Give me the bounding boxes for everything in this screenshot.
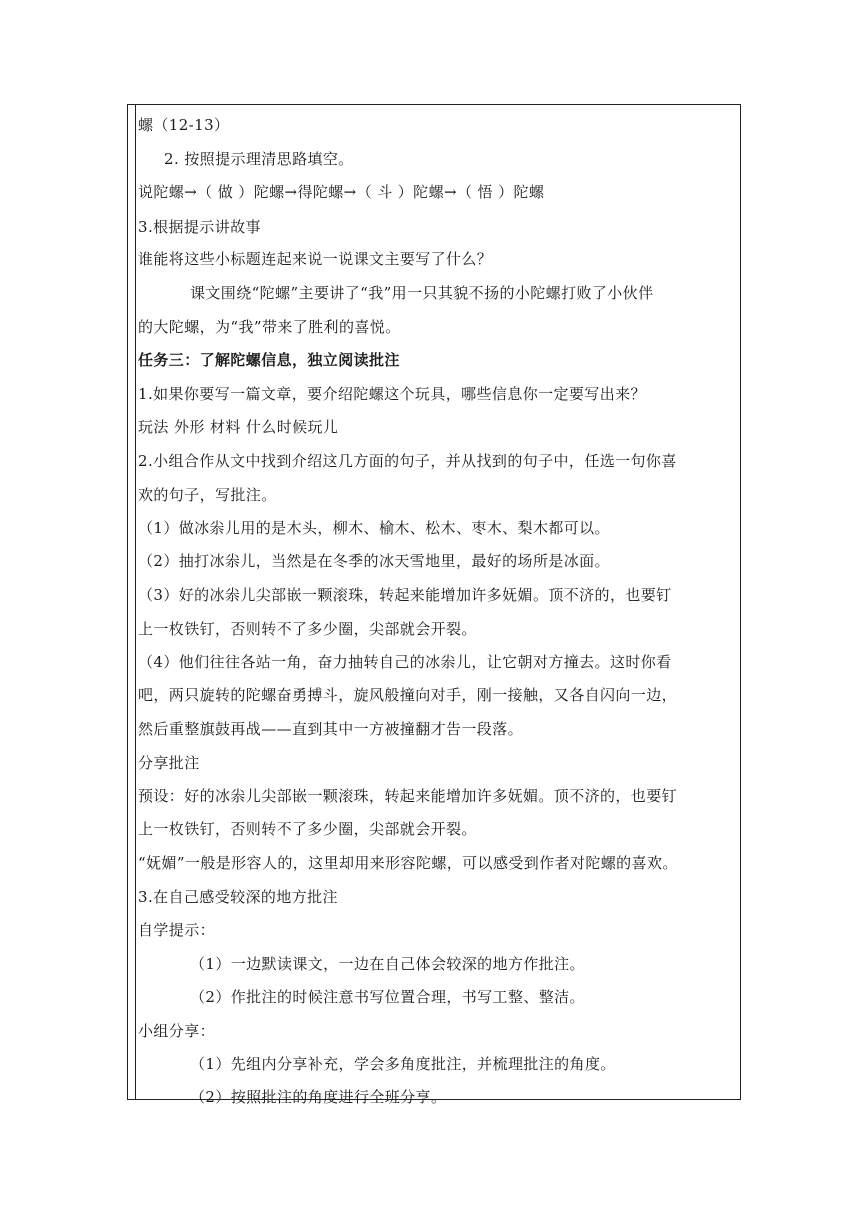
text-line: 2. 按照提示理清思路填空。	[164, 150, 354, 168]
text-line: （1）一边默读课文，一边在自己体会较深的地方作批注。	[190, 955, 585, 973]
text-line: 分享批注	[138, 754, 200, 772]
text-line: （1）做冰尜儿用的是木头，柳木、榆木、松木、枣木、梨木都可以。	[138, 519, 610, 537]
text-line: （2）抽打冰尜儿，当然是在冬季的冰天雪地里，最好的场所是冰面。	[138, 552, 610, 570]
text-line: 说陀螺→（ 做 ）陀螺→得陀螺→（ 斗 ）陀螺→（ 悟 ）陀螺	[138, 183, 545, 201]
text-line: 1.如果你要写一篇文章，要介绍陀螺这个玩具，哪些信息你一定要写出来？	[138, 385, 646, 403]
section-heading: 任务三：了解陀螺信息，独立阅读批注	[138, 351, 400, 369]
text-line: 然后重整旗鼓再战——直到其中一方被撞翻才告一段落。	[138, 720, 524, 738]
text-line: （1）先组内分享补充，学会多角度批注，并梳理批注的角度。	[190, 1055, 616, 1073]
text-line: （4）他们往往各站一角，奋力抽转自己的冰尜儿，让它朝对方撞去。这时你看	[138, 653, 672, 671]
text-line: 吧，两只旋转的陀螺奋勇搏斗，旋风般撞向对手，刚一接触，又各自闪向一边，	[138, 686, 678, 704]
text-line: 自学提示：	[138, 921, 216, 939]
text-line: 上一枚铁钉，否则转不了多少圈，尖部就会开裂。	[138, 820, 477, 838]
text-line: 课文围绕“陀螺”主要讲了“我”用一只其貌不扬的小陀螺打败了小伙伴	[190, 284, 654, 302]
lesson-table	[127, 104, 741, 1106]
text-line: 3.在自己感受较深的地方批注	[138, 888, 338, 906]
text-line: 小组分享：	[138, 1022, 216, 1040]
text-line: 谁能将这些小标题连起来说一说课文主要写了什么？	[138, 250, 493, 268]
text-line: 预设：好的冰尜儿尖部嵌一颗滚珠，转起来能增加许多妩媚。顶不济的，也要钉	[138, 787, 678, 805]
text-line: 上一枚铁钉，否则转不了多少圈，尖部就会开裂。	[138, 620, 477, 638]
text-line: 螺（12-13）	[138, 116, 230, 134]
text-line: 玩法 外形 材料 什么时候玩儿	[138, 418, 339, 436]
text-line: （3）好的冰尜儿尖部嵌一颗滚珠，转起来能增加许多妩媚。顶不济的，也要钉	[138, 586, 672, 604]
table-left-column	[128, 105, 136, 1099]
text-line: （2）作批注的时候注意书写位置合理，书写工整、整洁。	[190, 988, 585, 1006]
text-line: （2）按照批注的角度进行全班分享。	[190, 1088, 447, 1106]
text-line: 3.根据提示讲故事	[138, 218, 261, 236]
text-line: 的大陀螺，为“我”带来了胜利的喜悦。	[138, 318, 401, 336]
text-line: “妩媚”一般是形容人的，这里却用来形容陀螺，可以感受到作者对陀螺的喜欢。	[138, 854, 678, 872]
text-line: 欢的句子，写批注。	[138, 486, 277, 504]
text-line: 2.小组合作从文中找到介绍这几方面的句子，并从找到的句子中，任选一句你喜	[138, 452, 677, 470]
